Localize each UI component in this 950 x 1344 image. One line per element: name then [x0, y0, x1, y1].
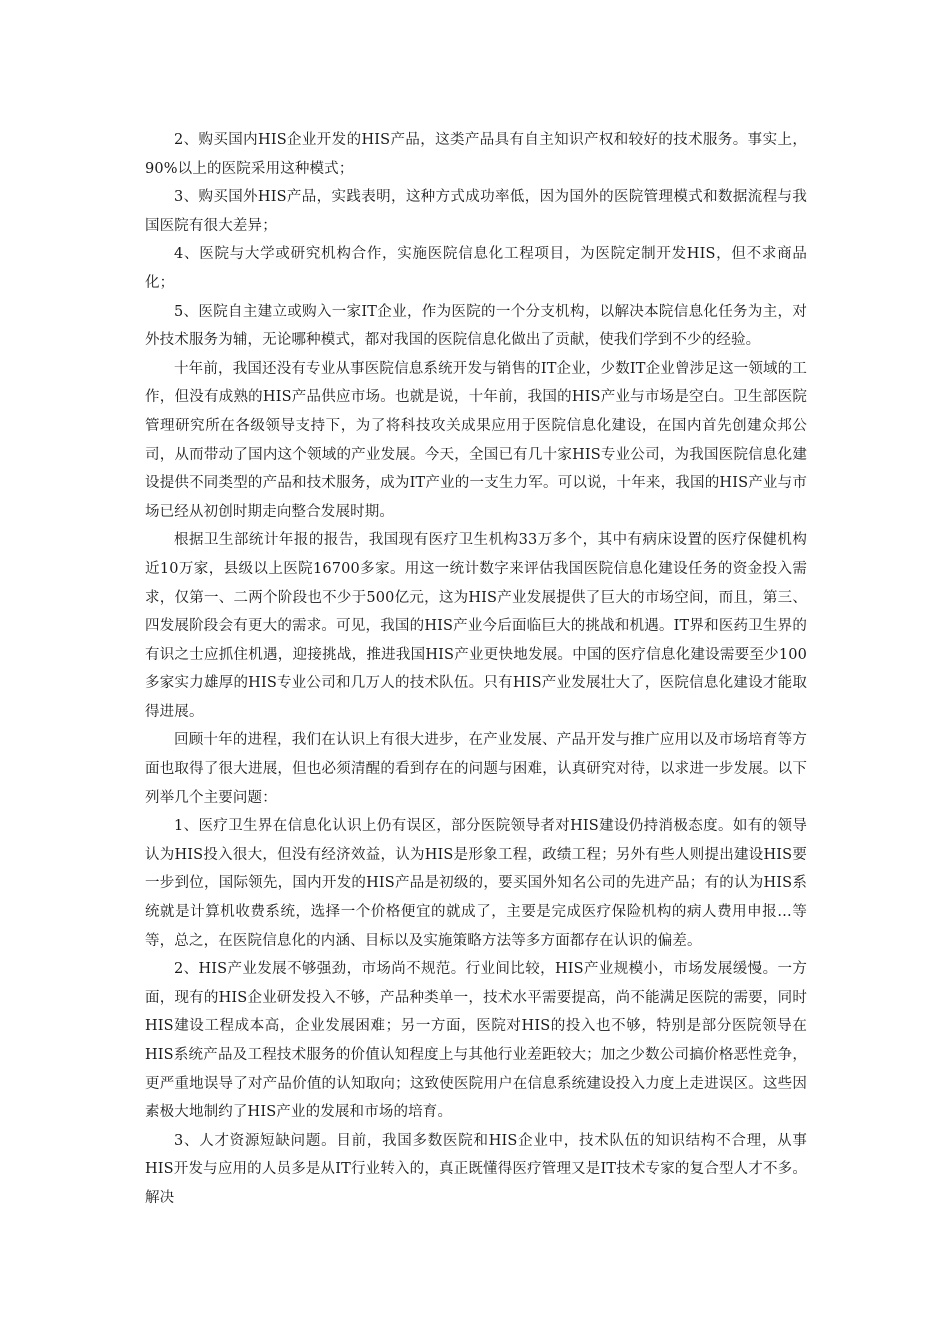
- paragraph-statistics: 根据卫生部统计年报的报告，我国现有医疗卫生机构33万多个，其中有病床设置的医疗保健机构近10万家，县级以上医院16700多家。用这一统计数字来评估我国医院信息化建设任务的资金投入需求，仅第一、二两个阶段也不少于500亿元，这为HIS产业发展提供了巨大的市场空间，而且，第三、四发展阶段会有更大的需求。可见，我国的HIS产业今后面临巨大的挑战和机遇。IT界和医药卫生界的有识之士应抓住机遇，迎接挑战，推进我国HIS产业更快地发展。中国的医疗信息化建设需要至少100多家实力雄厚的HIS专业公司和几万人的技术队伍。只有HIS产业发展壮大了，医院信息化建设才能取得进展。: [145, 532, 807, 720]
- paragraph-review: 回顾十年的进程，我们在认识上有很大进步，在产业发展、产品开发与推广应用以及市场培育等方面也取得了很大进展，但也必须清醒的看到存在的问题与困难，认真研究对待，以求进一步发展。以下列举几个主要问题：: [145, 732, 807, 806]
- paragraph-problem-3: 3、人才资源短缺问题。目前，我国多数医院和HIS企业中，技术队伍的知识结构不合理，从事HIS开发与应用的人员多是从IT行业转入的，真正既懂得医疗管理又是IT技术专家的复合型人才不多。解决: [145, 1132, 807, 1206]
- paragraph-option-5: 5、医院自主建立或购入一家IT企业，作为医院的一个分支机构，以解决本院信息化任务为主，对外技术服务为辅，无论哪种模式，都对我国的医院信息化做出了贡献，使我们学到不少的经验。: [145, 303, 807, 349]
- paragraph-problem-1: 1、医疗卫生界在信息化认识上仍有误区，部分医院领导者对HIS建设仍持消极态度。如有的领导认为HIS投入很大，但没有经济效益，认为HIS是形象工程，政绩工程；另外有些人则提出建设HIS要一步到位，国际领先，国内开发的HIS产品是初级的，要买国外知名公司的先进产品；有的认为HIS系统就是计算机收费系统，选择一个价格便宜的就成了，主要是完成医疗保险机构的病人费用申报…等等，总之，在医院信息化的内涵、目标以及实施策略方法等多方面都存在认识的偏差。: [145, 818, 807, 949]
- paragraph-problem-2: 2、HIS产业发展不够强劲，市场尚不规范。行业间比较，HIS产业规模小，市场发展缓慢。一方面，现有的HIS企业研发投入不够，产品种类单一，技术水平需要提高，尚不能满足医院的需要，同时HIS建设工程成本高，企业发展困难；另一方面，医院对HIS的投入也不够，特别是部分医院领导在HIS系统产品及工程技术服务的价值认知程度上与其他行业差距较大；加之少数公司搞价格恶性竞争，更严重地误导了对产品价值的认知取向；这致使医院用户在信息系统建设投入力度上走进误区。这些因素极大地制约了HIS产业的发展和市场的培育。: [145, 961, 807, 1121]
- paragraph-option-3: 3、购买国外HIS产品，实践表明，这种方式成功率低，因为国外的医院管理模式和数据流程与我国医院有很大差异；: [145, 189, 807, 234]
- paragraph-history: 十年前，我国还没有专业从事医院信息系统开发与销售的IT企业，少数IT企业曾涉足这一领域的工作，但没有成熟的HIS产品供应市场。也就是说，十年前，我国的HIS产业与市场是空白。卫生部医院管理研究所在各级领导支持下，为了将科技攻关成果应用于医院信息化建设，在国内首先创建众邦公司，从而带动了国内这个领域的产业发展。今天，全国已有几十家HIS专业公司，为我国医院信息化建设提供不同类型的产品和技术服务，成为IT产业的一支生力军。可以说，十年来，我国的HIS产业与市场已经从初创时期走向整合发展时期。: [145, 360, 807, 520]
- paragraph-option-4: 4、医院与大学或研究机构合作，实施医院信息化工程项目，为医院定制开发HIS，但不求商品化；: [145, 246, 807, 291]
- paragraph-option-2: 2、购买国内HIS企业开发的HIS产品，这类产品具有自主知识产权和较好的技术服务。事实上，90%以上的医院采用这种模式；: [145, 132, 807, 177]
- document-body: [145, 126, 807, 1213]
